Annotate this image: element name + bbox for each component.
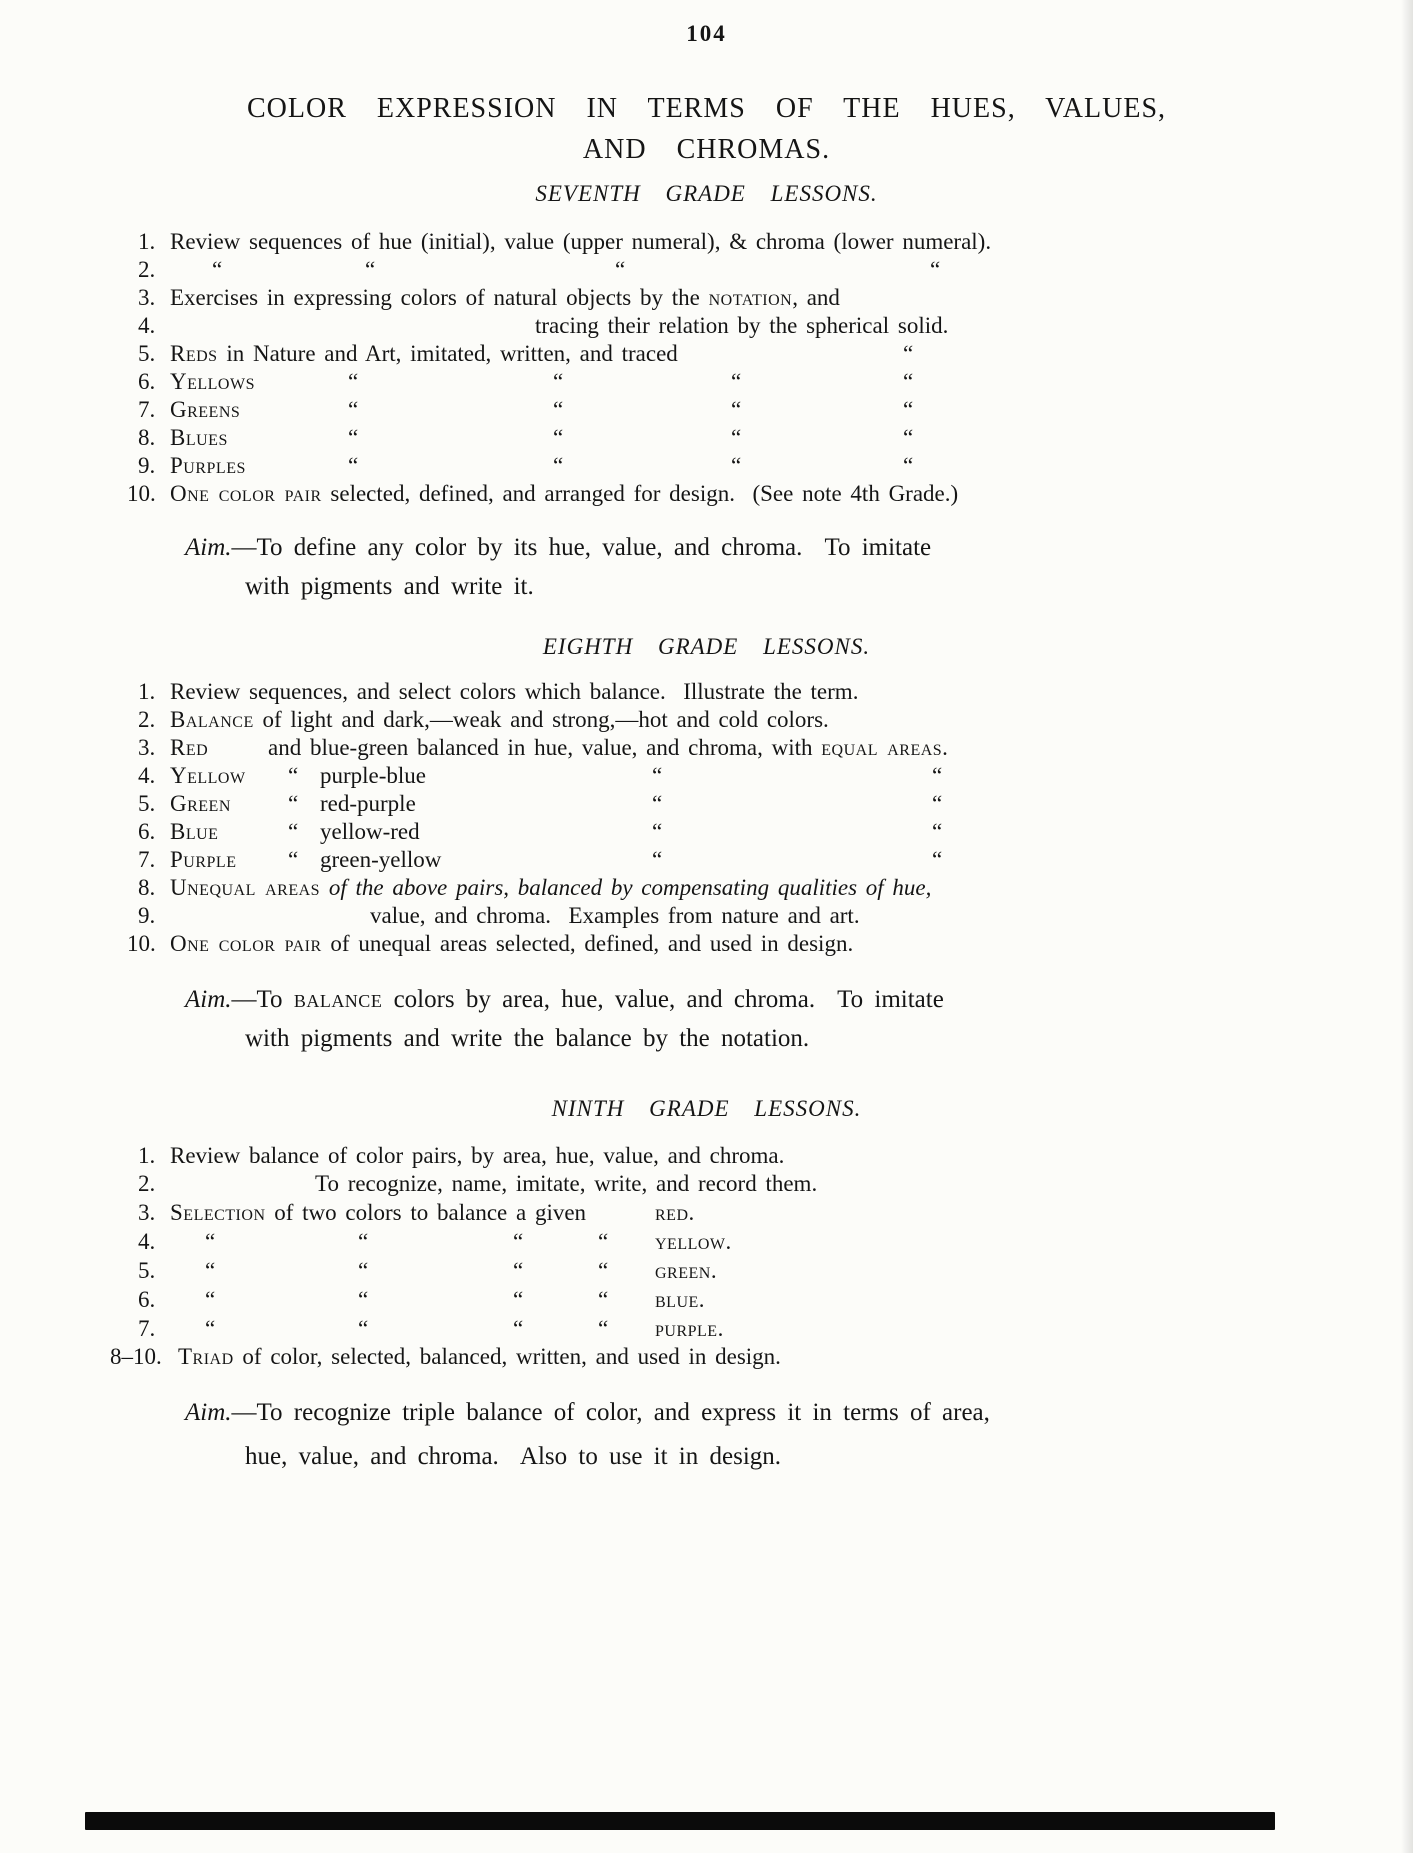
heading-eighth-grade: [0, 633, 1413, 661]
text-segment: 6.: [138, 819, 156, 844]
ditto-mark: “: [348, 397, 359, 422]
ditto-mark: “: [358, 1229, 369, 1254]
small-caps-term: equal areas: [821, 735, 943, 760]
ditto-mark: “: [903, 425, 914, 450]
text-segment: 2.: [138, 257, 156, 282]
small-caps-term: Reds: [170, 341, 218, 366]
text-segment: Review sequences of hue (initial), value (upper numeral), & chroma (lower numeral).: [170, 229, 992, 254]
ditto-mark: “: [513, 1258, 524, 1283]
ditto-mark: “: [598, 1287, 609, 1312]
page-number: [0, 20, 1413, 48]
ditto-mark: “: [615, 257, 626, 282]
ditto-mark: “: [358, 1287, 369, 1312]
text-segment: 3.: [138, 735, 156, 760]
text-segment: with pigments and write the balance by the notation.: [245, 1025, 810, 1052]
text-segment: 5.: [138, 1258, 156, 1283]
text-segment: Review balance of color pairs, by area, hue, value, and chroma.: [170, 1143, 785, 1168]
small-caps-term: Triad: [178, 1344, 234, 1369]
text-segment: To recognize, name, imitate, write, and record them.: [315, 1171, 818, 1196]
text-segment: —To define any color by its hue, value, and chroma. To imitate: [231, 534, 932, 561]
text-segment: of two colors to balance a given: [265, 1200, 587, 1225]
text-segment: , and: [792, 285, 840, 310]
ditto-mark: “: [288, 819, 299, 844]
text-segment: 7.: [138, 397, 156, 422]
ditto-mark: “: [731, 397, 742, 422]
small-caps-term: yellow.: [655, 1229, 732, 1254]
ditto-mark: “: [932, 819, 943, 844]
ditto-mark: “: [903, 369, 914, 394]
text-segment: 8–10.: [110, 1344, 162, 1369]
text-segment: 104: [686, 21, 727, 46]
text-segment: yellow-red: [320, 819, 420, 844]
text-segment: 4.: [138, 1229, 156, 1254]
text-segment: 4.: [138, 313, 156, 338]
text-segment: value, and chroma. Examples from nature and art.: [370, 903, 860, 928]
text-segment: 3.: [138, 285, 156, 310]
scan-artifact-bar: [85, 1812, 1275, 1830]
text-segment: selected, defined, and arranged for design. (See note 4th Grade.): [321, 481, 959, 506]
ditto-mark: “: [348, 453, 359, 478]
text-segment: 7.: [138, 847, 156, 872]
text-segment: Review sequences, and select colors which balance. Illustrate the term.: [170, 679, 859, 704]
text-segment: 1.: [138, 229, 156, 254]
text-segment: 5.: [138, 341, 156, 366]
ditto-mark: “: [348, 425, 359, 450]
ditto-mark: “: [932, 847, 943, 872]
small-caps-term: Balance: [170, 707, 254, 732]
ditto-mark: “: [553, 369, 564, 394]
text-segment: green-yellow: [320, 847, 442, 872]
small-caps-term: Selection: [170, 1200, 266, 1225]
ditto-mark: “: [553, 453, 564, 478]
ditto-mark: “: [205, 1258, 216, 1283]
ditto-mark: “: [513, 1229, 524, 1254]
small-caps-term: notation: [708, 285, 793, 310]
text-segment: 1.: [138, 679, 156, 704]
heading-ninth-grade: [0, 1095, 1413, 1123]
ditto-mark: “: [598, 1316, 609, 1341]
text-segment: 1.: [138, 1143, 156, 1168]
ditto-mark: “: [212, 257, 223, 282]
ditto-mark: “: [205, 1229, 216, 1254]
text-segment: 8.: [138, 425, 156, 450]
ditto-mark: “: [731, 453, 742, 478]
text-segment: of the above pairs, balanced by compensating qualities of hue,: [320, 875, 932, 900]
ditto-mark: “: [903, 453, 914, 478]
small-caps-term: green.: [655, 1258, 718, 1283]
ditto-mark: “: [288, 763, 299, 788]
small-caps-term: Yellows: [170, 369, 255, 394]
ditto-mark: “: [288, 847, 299, 872]
text-segment: of color, selected, balanced, written, and used in design.: [233, 1344, 781, 1369]
text-segment: in Nature and Art, imitated, written, and traced: [217, 341, 678, 366]
ditto-mark: “: [205, 1316, 216, 1341]
ditto-mark: “: [553, 397, 564, 422]
ditto-mark: “: [513, 1287, 524, 1312]
small-caps-term: Blues: [170, 425, 228, 450]
ditto-mark: “: [731, 425, 742, 450]
small-caps-term: Purple: [170, 847, 237, 872]
text-segment: NINTH GRADE LESSONS.: [551, 1096, 862, 1121]
ditto-mark: “: [365, 257, 376, 282]
ditto-mark: “: [930, 257, 941, 282]
text-segment: 3.: [138, 1200, 156, 1225]
small-caps-term: One color pair: [170, 481, 322, 506]
small-caps-term: balance: [293, 986, 383, 1013]
text-segment: 4.: [138, 763, 156, 788]
text-segment: 6.: [138, 369, 156, 394]
text-segment: —To: [231, 986, 294, 1013]
small-caps-term: red.: [655, 1200, 695, 1225]
ditto-mark: “: [598, 1258, 609, 1283]
ditto-mark: “: [932, 791, 943, 816]
text-segment: 7.: [138, 1316, 156, 1341]
text-segment: Exercises in expressing colors of natural objects by the: [170, 285, 709, 310]
title-line-1: [0, 92, 1413, 126]
text-segment: 2.: [138, 1171, 156, 1196]
small-caps-term: Yellow: [170, 763, 246, 788]
text-segment: 5.: [138, 791, 156, 816]
small-caps-term: Purples: [170, 453, 246, 478]
ditto-mark: “: [358, 1258, 369, 1283]
ditto-mark: “: [205, 1287, 216, 1312]
ditto-mark: “: [652, 847, 663, 872]
text-segment: hue, value, and chroma. Also to use it in design.: [245, 1443, 782, 1470]
ditto-mark: “: [652, 763, 663, 788]
heading-seventh-grade: [0, 180, 1413, 208]
text-segment: 2.: [138, 707, 156, 732]
text-segment: of light and dark,—weak and strong,—hot and cold colors.: [253, 707, 829, 732]
ditto-mark: “: [652, 819, 663, 844]
ditto-mark: “: [598, 1229, 609, 1254]
ditto-mark: “: [903, 341, 914, 366]
text-segment: of unequal areas selected, defined, and used in design.: [321, 931, 854, 956]
text-segment: 9.: [138, 903, 156, 928]
text-segment: EIGHTH GRADE LESSONS.: [542, 634, 871, 659]
ditto-mark: “: [348, 369, 359, 394]
ditto-mark: “: [553, 425, 564, 450]
small-caps-term: Red: [170, 735, 209, 760]
text-segment: Aim.: [185, 986, 232, 1013]
text-segment: AND CHROMAS.: [582, 134, 831, 165]
small-caps-term: blue.: [655, 1287, 706, 1312]
text-segment: and blue-green balanced in hue, value, and chroma, with: [268, 735, 822, 760]
text-segment: purple-blue: [320, 763, 427, 788]
ditto-mark: “: [903, 397, 914, 422]
text-segment: 8.: [138, 875, 156, 900]
ditto-mark: “: [513, 1316, 524, 1341]
text-segment: 10.: [127, 931, 156, 956]
ditto-mark: “: [358, 1316, 369, 1341]
small-caps-term: Green: [170, 791, 231, 816]
text-segment: SEVENTH GRADE LESSONS.: [535, 181, 878, 206]
ditto-mark: “: [932, 763, 943, 788]
small-caps-term: Unequal areas: [170, 875, 321, 900]
ditto-mark: “: [652, 791, 663, 816]
text-segment: 9.: [138, 453, 156, 478]
text-segment: Aim.: [185, 1399, 232, 1426]
text-segment: with pigments and write it.: [245, 573, 534, 600]
text-segment: tracing their relation by the spherical solid.: [535, 313, 949, 338]
title-line-2: [0, 133, 1413, 167]
text-segment: —To recognize triple balance of color, and express it in terms of area,: [231, 1399, 990, 1426]
ditto-mark: “: [288, 791, 299, 816]
text-segment: COLOR EXPRESSION IN TERMS OF THE HUES, VALUES,: [246, 93, 1167, 124]
text-segment: Aim.: [185, 534, 232, 561]
text-segment: 10.: [127, 481, 156, 506]
text-segment: 6.: [138, 1287, 156, 1312]
small-caps-term: Blue: [170, 819, 219, 844]
text-segment: colors by area, hue, value, and chroma. To imitate: [382, 986, 944, 1013]
small-caps-term: purple.: [655, 1316, 724, 1341]
small-caps-term: One color pair: [170, 931, 322, 956]
text-segment: red-purple: [320, 791, 416, 816]
small-caps-term: Greens: [170, 397, 241, 422]
ditto-mark: “: [731, 369, 742, 394]
text-segment: .: [942, 735, 948, 760]
